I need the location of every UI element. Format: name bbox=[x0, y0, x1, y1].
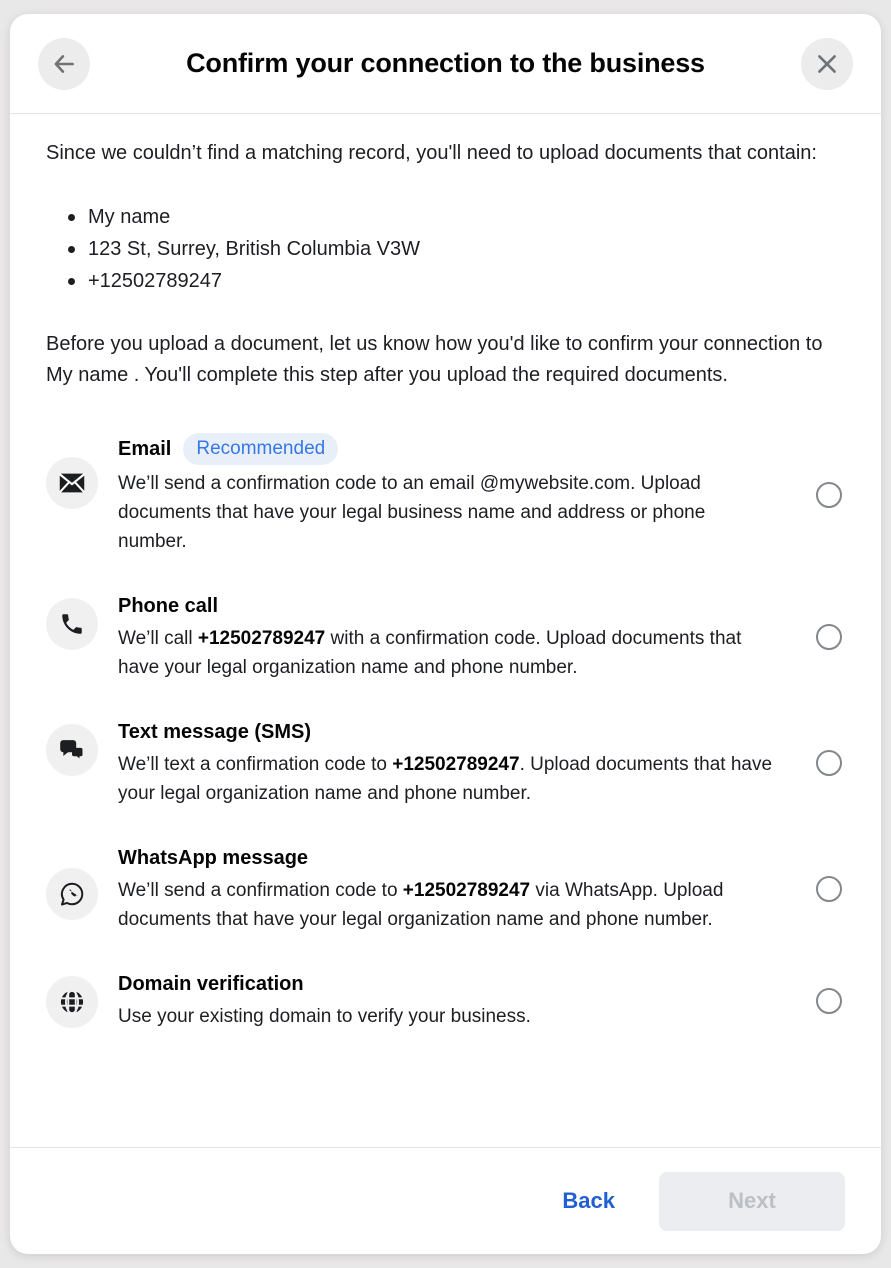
recommended-badge: Recommended bbox=[183, 433, 338, 465]
list-item-address: 123 St, Surrey, British Columbia V3W bbox=[68, 233, 845, 265]
chat-bubbles-icon bbox=[46, 724, 98, 776]
back-button[interactable]: Back bbox=[562, 1188, 615, 1213]
list-item-phone: +12502789247 bbox=[68, 265, 845, 297]
envelope-icon bbox=[46, 457, 98, 509]
option-sms-text bbox=[118, 718, 808, 808]
dialog-body bbox=[10, 114, 881, 1147]
next-button[interactable]: Next bbox=[659, 1172, 845, 1231]
close-x-icon bbox=[814, 51, 840, 77]
option-description: We’ll send a confirmation code to an email @mywebsite.com. Upload documents that have your legal business name and address or phone number. bbox=[118, 473, 706, 552]
back-arrow-button[interactable] bbox=[38, 38, 90, 90]
globe-icon bbox=[46, 976, 98, 1028]
radio-email[interactable] bbox=[816, 482, 842, 508]
close-button[interactable] bbox=[801, 38, 853, 90]
arrow-left-icon bbox=[51, 51, 77, 77]
whatsapp-icon bbox=[46, 868, 98, 920]
radio-whatsapp[interactable] bbox=[816, 876, 842, 902]
option-sms[interactable] bbox=[46, 718, 845, 808]
option-whatsapp[interactable] bbox=[46, 844, 845, 934]
option-title: Text message (SMS) bbox=[118, 721, 312, 743]
option-description: We’ll call +12502789247 with a confirmation code. Upload documents that have your legal organization name and phone number. bbox=[118, 628, 742, 678]
option-email-text bbox=[118, 433, 808, 556]
option-title: Phone call bbox=[118, 595, 219, 617]
option-domain-text bbox=[118, 970, 808, 1031]
required-info-list bbox=[68, 201, 845, 297]
radio-domain-verification[interactable] bbox=[816, 988, 842, 1014]
list-item-name: My name bbox=[68, 201, 845, 233]
dialog-header bbox=[10, 14, 881, 114]
option-title: WhatsApp message bbox=[118, 847, 309, 869]
instruction-paragraph: Before you upload a document, let us know how you'd like to confirm your connection to My name . You'll complete this step after you upload the required documents. bbox=[46, 333, 823, 386]
option-description: Use your existing domain to verify your business. bbox=[118, 1006, 531, 1027]
radio-sms[interactable] bbox=[816, 750, 842, 776]
confirmation-options bbox=[46, 433, 845, 1031]
option-phone-call[interactable] bbox=[46, 592, 845, 682]
phone-icon bbox=[46, 598, 98, 650]
option-phone-call-text bbox=[118, 592, 808, 682]
option-domain-verification[interactable] bbox=[46, 970, 845, 1031]
option-description: We’ll send a confirmation code to +12502789247 via WhatsApp. Upload documents that have your legal organization name and phone number. bbox=[118, 880, 724, 930]
option-email[interactable] bbox=[46, 433, 845, 556]
confirm-connection-dialog bbox=[10, 14, 881, 1254]
intro-paragraph: Since we couldn’t find a matching record, you'll need to upload documents that contain: bbox=[46, 142, 817, 164]
option-title: Email bbox=[118, 438, 172, 460]
dialog-footer bbox=[10, 1147, 881, 1254]
option-description: We’ll text a confirmation code to +12502789247. Upload documents that have your legal organization name and phone number. bbox=[118, 754, 773, 804]
option-whatsapp-text bbox=[118, 844, 808, 934]
dialog-title: Confirm your connection to the business bbox=[186, 48, 705, 78]
option-title: Domain verification bbox=[118, 973, 304, 995]
radio-phone-call[interactable] bbox=[816, 624, 842, 650]
